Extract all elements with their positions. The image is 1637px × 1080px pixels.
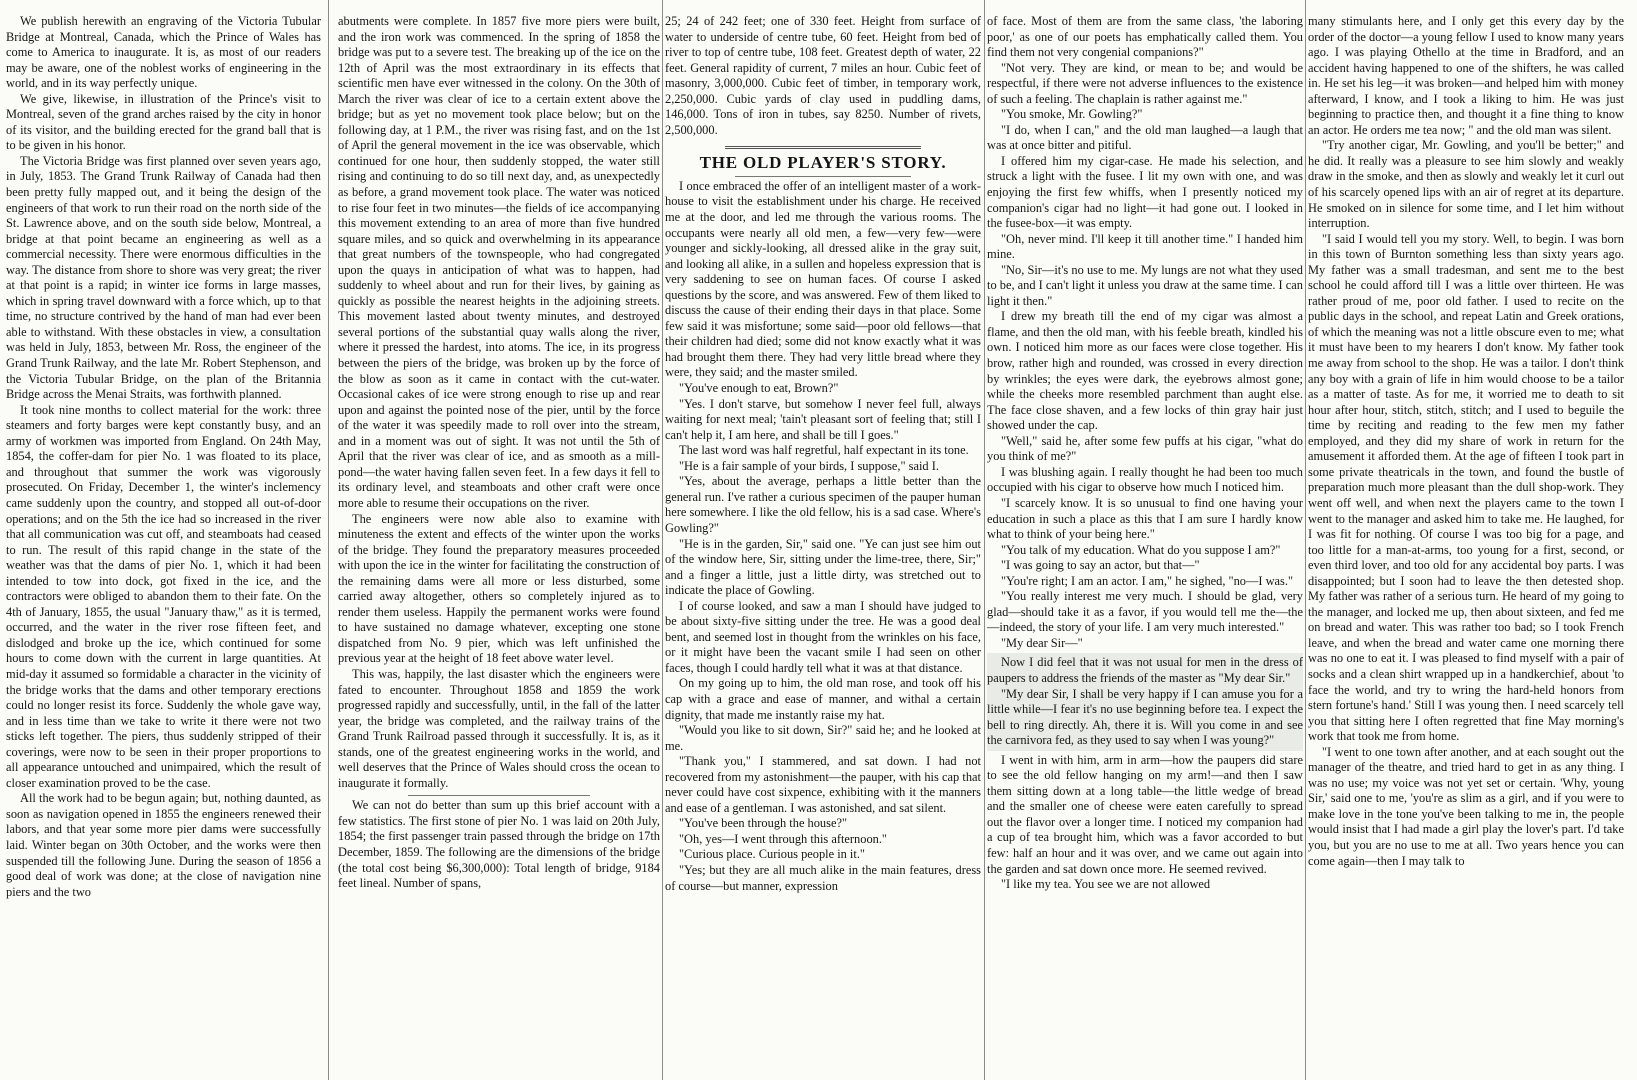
story-paragraph: "You talk of my education. What do you suppose I am?": [1001, 542, 1281, 557]
article-paragraph: The Victoria Bridge was first planned over seven years ago, in July, 1853. The Grand Trunk Railway of Canada had then been pretty fully mapped out, and it being the design of the engineers of that work to run their road on the north side of the St. Lawrence above, and on the south side below, Montreal, a bridge at that point became an engineering as well as a commercial necessity. There were enormous difficulties in the way. The distance from shore to shore was very great; the river at that point is a rapid; in winter ice forms in large masses, which in spring travel downward with a force which, up to that time, no structure contrived by the hand of man had ever been able to withstand. With these obstacles in view, a consultation was held in July, 1853, between Mr. Ross, the engineer of the Grand Trunk Railway, and the late Mr. Robert Stephenson, and the Victoria Tubular Bridge, on the plan of the Britannia Bridge across the Menai Straits, was forthwith planned.: [6, 153, 321, 402]
story-title: THE OLD PLAYER'S STORY.: [699, 153, 947, 173]
column-2: [338, 14, 660, 1070]
story-paragraph: "You smoke, Mr. Gowling?": [1001, 107, 1143, 122]
story-paragraph: "You're right; I am an actor. I am," he sighed, "no—I was.": [1001, 573, 1294, 588]
story-paragraph: I of course looked, and saw a man I should have judged to be about sixty-five sitting under the tree. He was a good deal bent, and seemed lost in thought from the wrinkles on his face, or it might have been the vacant smile I had seen on other faces, though I could hardly tell what it was at that distance.: [665, 598, 981, 675]
story-paragraph: Now I did feel that it was not usual for men in the dress of paupers to address the friends of the master as "My dear Sir.": [987, 655, 1303, 685]
column-rule: [984, 0, 985, 1080]
story-paragraph: "Yes, about the average, perhaps a little better than the general run. I've rather a curious specimen of the pauper human here somewhere. I like the old fellow, his is a sad case. Where's Gowling?": [665, 474, 981, 535]
column-rule: [662, 0, 663, 1080]
article-paragraph: We can not do better than sum up this brief account with a few statistics. The first stone of pier No. 1 was laid on 20th July, 1854; the first passenger train passed through the bridge on 17th December, 1859. The following are the dimensions of the bridge (the total cost being $6,300,000): Total length of bridge, 9184 feet lineal. Number of spans,: [338, 798, 660, 891]
statistics-paragraph: 25; 24 of 242 feet; one of 330 feet. Height from surface of water to underside of centre tube, 60 feet. Height from bed of river to top of centre tube, 108 feet. Greatest depth of water, 22 feet. General rapidity of current, 7 miles an hour. Cubic feet of masonry, 3,000,000. Cubic feet of timber, in temporary work, 2,250,000. Cubic yards of clay used in puddling dams, 146,000. Tons of iron in tubes, say 8250. Number of rivets, 2,500,000.: [665, 14, 981, 137]
story-paragraph: "Thank you," I stammered, and sat down. I had not recovered from my astonishment—the pauper, with his cap that never could have cost sixpence, exhibiting with it the manners and ease of a gentleman. I was astonished, and sat silent.: [665, 754, 981, 815]
story-paragraph: of face. Most of them are from the same class, 'the laboring poor,' as one of our poets has emphatically called them. You find them not very congenial companions?": [987, 14, 1303, 60]
story-paragraph: many stimulants here, and I only get this every day by the order of the doctor—a young fellow I used to know many years ago. I was playing Othello at the time in Bradford, and an accident having happened to one of the shifters, he was called in. He set his leg—it was broken—and helped him with money afterward, I know, and I took a liking to him. He was just beginning to practice then, and thought it a fine thing to know an actor. He orders me tea now; " and the old man was silent.: [1308, 14, 1624, 137]
article-paragraph: We publish herewith an engraving of the Victoria Tubular Bridge at Montreal, Canada, which the Prince of Wales has come to America to inaugurate. It is, as most of our readers may be aware, one of the noblest works of engineering in the world, and in its way perfectly unique.: [6, 14, 321, 91]
column-3: [665, 14, 981, 1070]
story-paragraph: "He is in the garden, Sir," said one. "Ye can just see him out of the window here, Sir, sitting under the lime-tree, there, Sir;" and a finger a little, just a little dirty, was stretched out to indicate the place of Gowling.: [665, 536, 981, 598]
story-paragraph: "I said I would tell you my story. Well, to begin. I was born in this town of Burnton something less than sixty years ago. My father was a small tradesman, and sent me to the best school he could afford till I was a little over thirteen. He was rather proud of me, poor old father. I used to recite on the public days in the school, and repeat Latin and Greek orations, of which the meaning was not a little obscure even to me; what it must have been to my hearers I don't know. My father took me away from school to the shop. He was a tailor. I don't think any boy with a grain of life in him would choose to be a tailor as a matter of taste. As for me, it worried me to death to sit hour after hour, stitch, stitch, stitch; and I used to beguile the time by reciting and reading to the few men my father employed, and they did my share of work in return for the amusement it afforded them. At the age of fifteen I took part in some private theatricals in the town, and found the bustle of preparation much more pleasant than the dull shop-work. They went off well, and when next the players came to the town I went to the manager and asked him to take me. He laughed, for I was fit for nothing. Of course I was too big for a page, and too little for a man-at-arms, too young for a first, second, or even third lover, and too old for any accidental boy parts. I was disappointed; but I soon had to leave the then detested shop. My father was rather of a serious turn. He heard of my going to the manager, and locked me up, then about sixteen, and fed me on bread and water. This was rather too bad; so I took French leave, and when the bread and water came one morning there was no one to eat it. I was pleased to find myself with a pair of socks and a clean shirt wrapped up in a handkerchief, about 'to face the world, and try to wring the hard-held honors from stern fortune's hand.' Still I was young then. I need scarcely tell you that sitting here I often regretted that fine May morning's work that took me from home.: [1308, 231, 1624, 744]
story-paragraph: "Well," said he, after some few puffs at his cigar, "what do you think of me?": [987, 433, 1303, 464]
story-paragraph: "I was going to say an actor, but that—": [1001, 558, 1200, 573]
story-paragraph: On my going up to him, the old man rose, and took off his cap with a grace and ease of manner, and withal a certain dignity, that made me instantly raise my hat.: [665, 676, 981, 722]
story-paragraph: "I do, when I can," and the old man laughed—a laugh that was at once bitter and pitiful.: [987, 122, 1303, 153]
story-paragraph: "My dear Sir, I shall be very happy if I can amuse you for a little while—I fear it's no use beginning before tea. I expect the bell to ring directly. Ah, there it is. Will you come in and see the carnivora fed, as they used to say when I was young?": [987, 686, 1303, 748]
column-4: [987, 14, 1303, 1070]
story-paragraph: I once embraced the offer of an intelligent master of a work-house to visit the establishment under his charge. He received me at the door, and led me through the various rooms. The occupants were nearly all old men, a few—very few—were younger and sickly-looking, all dressed alike in the gray suit, and looking all alike, in a sullen and hopeless expression that is very saddening to see on human faces. Of course I asked questions by the score, and was answered. Few of them liked to discuss the cause of their ending their days in that place. Some few said it was misfortune; some said—poor old fellows—that their children had died; some did not know exactly what it was had brought them there. They had very little bread where they were, they said; and the master smiled.: [665, 178, 981, 380]
story-paragraph: "I went to one town after another, and at each sought out the manager of the theatre, and tried hard to get in as any thing. I was no use; my voice was not yet set or certain. 'Why, young Sir,' said one to me, 'you're as slim as a girl, and if you were to make love in the tone you've been talking to me in, the people would insist that I had made a girl play the lover's part. I'd take you, but you are no use to me at all. Two years hence you can come again—then I may talk to: [1308, 744, 1624, 868]
story-paragraph: "No, Sir—it's no use to me. My lungs are not what they used to be, and I can't light it unless you draw at the same time. I can light it then.": [987, 262, 1303, 308]
story-paragraph: I was blushing again. I really thought he had been too much occupied with his cigar to observe how much I noticed him.: [987, 464, 1303, 495]
story-paragraph: "You really interest me very much. I should be glad, very glad—should take it as a favor, if you would tell me the—the—indeed, the story of your life. I am very much interested.": [987, 589, 1303, 635]
story-paragraph: "I scarcely know. It is so unusual to find one having your education in such a place as this that I am sure I hardly know what to think of your being here.": [987, 495, 1303, 542]
story-paragraph: "Would you like to sit down, Sir?" said he; and he looked at me.: [665, 723, 981, 753]
story-paragraph: "You've enough to eat, Brown?": [679, 381, 839, 396]
story-paragraph: The last word was half regretful, half expectant in its tone.: [679, 443, 969, 458]
story-paragraph: "Not very. They are kind, or mean to be; and would be respectful, if there were not adverse influences to the existence of such a feeling. The chaplain is rather against me.": [987, 60, 1303, 106]
shaded-passage: [987, 653, 1303, 750]
story-paragraph: "Yes; but they are all much alike in the main features, dress of course—but manner, expression: [665, 862, 981, 893]
column-rule: [1305, 0, 1306, 1080]
title-rule: [735, 176, 911, 177]
story-paragraph: "You've been through the house?": [679, 816, 848, 831]
story-paragraph: "Try another cigar, Mr. Gowling, and you'll be better;" and he did. It really was a pleasure to see him slowly and weakly draw in the smoke, and then as slowly and weakly let it curl out of his scarcely opened lips with an air of regret at its departure. He smoked on in silence for some time, and I let him without interruption.: [1308, 138, 1624, 231]
story-paragraph: "He is a fair sample of your birds, I suppose," said I.: [679, 458, 939, 473]
article-paragraph: abutments were complete. In 1857 five more piers were built, and the iron work was commenced. In the spring of 1858 the bridge was put to a severe test. The breaking up of the ice on the 12th of April was the most extraordinary in its effects that scientific men have ever witnessed in the colony. On the 30th of March the river was clear of ice to a certain extent above the bridge; but as yet no movement took place below; but on the following day, at 1 P.M., the river was rising fast, and on the 1st of April the general movement in the ice was observable, which continued for one hour, then suddenly stopped, the water still rising and continuing to do so till next day, and, as unexpectedly as before, a grand movement took place. The water was noticed to rise four feet in two minutes—the fields of ice accompanying this movement extending to an area of more than five hundred square miles, and so quick and overwhelming in its appearance that great numbers of the townspeople, who had congregated upon the quays in anticipation of what was to happen, had suddenly to wheel about and run for their lives, by gaining as quickly as possible the nearest heights in the adjoining streets. This movement lasted about twenty minutes, and destroyed several portions of the substantial quay walls along the river, where it pressed the hardest, into atoms. The ice, in its progress between the piers of the bridge, was broken up by the force of the blow as soon as it came in contact with the cut-water. Occasional cakes of ice were strong enough to rise up and rear upon and against the pointed nose of the pier, until by the force of the water it was speedily made to roll over into the stream, and in a moment was out of sight. It was not until the 5th of April that the river was clear of ice, and as smooth as a mill-pond—the water having fallen seven feet. In a few days it fell to its ordinary level, and steamboats and other craft were once more able to resume their occupations on the river.: [338, 14, 660, 510]
story-paragraph: "Oh, never mind. I'll keep it till another time." I handed him mine.: [987, 231, 1303, 262]
story-paragraph: I drew my breath till the end of my cigar was almost a flame, and then the old man, with his feeble breath, kindled his own. I noticed him more as our faces were close together. His brow, rather high and rounded, was crossed in every direction by wrinkles; the eyes were dark, the eyebrows almost gone; while the cheeks more resembled parchment than aught else. The face close shaven, and a few locks of thin gray hair just showed under the cap.: [987, 309, 1303, 433]
column-1: [6, 14, 321, 1070]
article-paragraph: The engineers were now able also to examine with minuteness the extent and effects of the winter upon the works of the bridge. They found the preparatory measures proceeded with upon the ice in the winter for facilitating the construction of the remaining dams were all more or less disturbed, some carried away altogether, others so completely injured as to render them useless. Happily the permanent works were found to have sustained no damage whatever, excepting one stone dispatched from No. 9 pier, which was left unfinished the previous year at the height of 18 feet above water level.: [338, 511, 660, 666]
story-paragraph: "I like my tea. You see we are not allowed: [1001, 877, 1211, 892]
story-paragraph: I offered him my cigar-case. He made his selection, and struck a light with the fusee. I lit my own with one, and was enjoying the first few whiffs, when I presently noticed my companion's cigar had no light—it had gone out. I looked in the fusee-box—it was empty.: [987, 153, 1303, 231]
article-paragraph: All the work had to be begun again; but, nothing daunted, as soon as navigation opened in 1855 the engineers renewed their labors, and that year some more pier dams were successfully laid. Winter began on 30th October, and the works were then suspended till the following June. During the season of 1856 a good deal of work was done; at the close of navigation nine piers and the two: [6, 791, 321, 899]
article-paragraph: It took nine months to collect material for the work: three steamers and forty barges were kept constantly busy, and an army of workmen was imported from England. On 24th May, 1854, the coffer-dam for pier No. 1 was floated to its place, and throughout that summer the work was vigorously prosecuted. On Friday, December 1, the winter's inclemency came suddenly upon the country, and stopped all out-of-door operations; and on the 5th the ice had so increased in the river that all communication was cut off, and steamboats had ceased to run. The result of this rapid change in the state of the weather was that the dams of pier No. 1, which it had been intended to tow into dock, got fixed in the ice, and the contractors were obliged to abandon them to their fate. On the 4th of January, 1855, the usual "January thaw," as it is termed, occurred, and the water in the river rose fifteen feet, and dislodged and broke up the ice, which continued for some hours to come down with the current in large quantities. At mid-day it assumed so formidable a character in the vicinity of the bridge works that the dams and other temporary erections could no longer resist its force. Suddenly the whole gave way, and in less time than we take to write it there were not two sticks left together. The piers, thus suddenly stripped of their coverings, were now to be seen in their proper proportions to all appearance untouched and unimpaired, which the result of closer examination proved to be the case.: [6, 402, 321, 790]
story-paragraph: "Yes. I don't starve, but somehow I never feel full, always waiting for next meal; 'tain't pleasant sort of feeling that; still I can't help it, I am here, and shall be till I goes.": [665, 396, 981, 442]
story-paragraph: "Oh, yes—I went through this afternoon.": [679, 831, 887, 846]
story-paragraph: "Curious place. Curious people in it.": [679, 847, 865, 862]
story-divider: [725, 146, 921, 149]
article-paragraph: We give, likewise, in illustration of the Prince's visit to Montreal, seven of the grand arches raised by the city in honor of its visitor, and the building erected for the grand ball that is to be given in his honor.: [6, 91, 321, 153]
story-paragraph: "My dear Sir—": [1001, 635, 1083, 650]
column-rule: [328, 0, 329, 1080]
story-paragraph: I went in with him, arm in arm—how the paupers did stare to see the old fellow hanging on my arm!—and then I saw them sitting down at a long table—the little wedge of bread and the smaller one of cheese were eaten carefully to spread out the flavor over a longer time. I noticed my companion had a cup of tea brought him, which was a favor accorded to but few: half an hour and it was over, and we came out again into the garden and sat down once more. He seemed revived.: [987, 752, 1303, 876]
article-paragraph: This was, happily, the last disaster which the engineers were fated to encounter. Throughout 1858 and 1859 the work progressed rapidly and successfully, until, in the fall of the latter year, the bridge was completed, and the railway trains of the Grand Trunk Railroad passed through it successfully. It is, as it stands, one of the greatest engineering works in the world, and well deserves that the Prince of Wales should cross the ocean to inaugurate it formally.: [338, 666, 660, 790]
column-5: [1308, 14, 1624, 1070]
section-divider: [408, 795, 590, 796]
